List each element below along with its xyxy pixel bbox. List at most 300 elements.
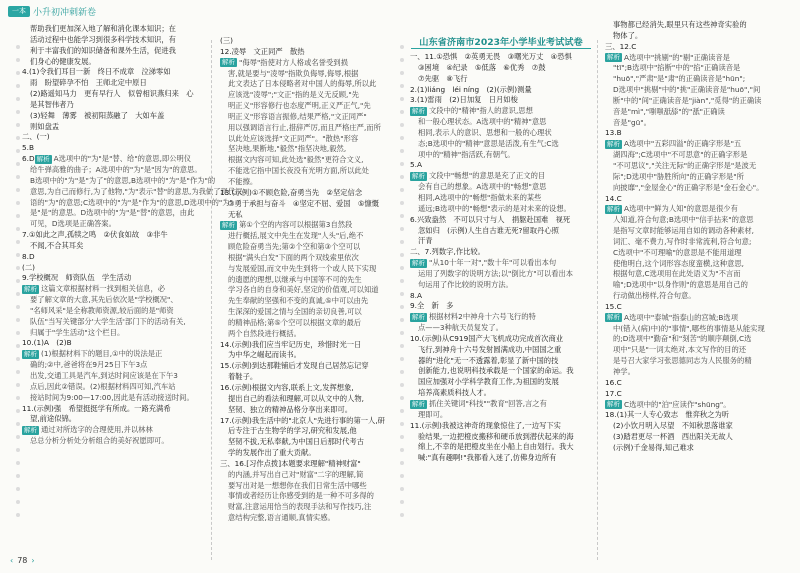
line-text: 接站时间为9:00—17:00,因此是有活动接送时间。 (30, 392, 194, 402)
line-text: 要了解文章的大意,其先后依次是"学校概况"、 (30, 295, 178, 305)
text-line (22, 241, 207, 252)
text-line (605, 280, 793, 291)
text-line (410, 345, 592, 356)
text-line (220, 502, 400, 513)
text-line (220, 144, 400, 155)
analysis-tag: 解析 (24, 284, 37, 293)
text-line (605, 334, 793, 345)
text-line (605, 42, 793, 53)
column-divider (211, 40, 212, 560)
line-text: 二、(一) (22, 132, 50, 142)
text-line (605, 302, 793, 313)
line-text: 出发,交通工具是汽车,到达时间应该是在下午3 (30, 371, 178, 380)
line-text: 提出自己的看法和理解,可以从文中的人物, (228, 393, 364, 403)
text-line (220, 318, 400, 329)
text-line (22, 46, 207, 57)
text-line (220, 101, 400, 112)
text-line (605, 443, 793, 454)
line-text: 句运用了作比较的说明方法。 (418, 279, 513, 289)
line-text: 明正义"形容语言振修,结果严格,"文正同严" (228, 111, 367, 121)
analysis-text: 第①个空的内容可以根据第3自然段 (239, 220, 353, 230)
text-line (220, 405, 400, 416)
text-line (410, 247, 592, 258)
line-text: C选项中"不可理喻"的意思是不能用道理 (613, 247, 742, 257)
line-text: "huō","严肃"是"肃"的正确读音是"hūn"; (613, 74, 746, 84)
text-line (22, 122, 207, 133)
text-line (605, 20, 793, 31)
line-text: ③困境 ④纪录 ⑤低落 ⑥优秀 ⑦鼓 (418, 62, 546, 72)
line-text: 忽如归 (示例)人生自古谁无死?留取丹心照 (418, 225, 559, 235)
line-text: 给牛弹高雅的曲子；A选项中的"为"是"因为"的意思。 (30, 164, 202, 174)
line-text: 的;D选项中"勤奋"和"刻苦"的顺序颠倒,C选 (613, 334, 752, 344)
text-line (22, 404, 207, 415)
analysis-text: "从10十年一对","数十年"可以看出本句 (429, 258, 557, 268)
text-line (605, 421, 793, 432)
line-text: 中(错入(病)中)的"事情",哪些的事情是从能实现 (613, 323, 765, 333)
text-line (22, 175, 216, 187)
text-line (22, 371, 207, 382)
line-text: 2.(1)liáng léi níng (2)(示例)测量 (410, 84, 532, 94)
line-text: 三、12.C (605, 41, 637, 51)
line-text: 意思,为自己而修行,为了他物,"为"表示"替"的意思,为我做了现代汉 (30, 186, 243, 196)
text-line (220, 253, 400, 264)
analysis-tag: 解析 (412, 258, 425, 267)
text-line (22, 414, 207, 425)
line-text: 断"中的"间"正确读音是"jiàn","觅得"的正确读 (613, 95, 762, 105)
line-text: 和一般心理状态。A选项中的"精神"意思 (418, 117, 547, 127)
line-text: 的内涵,并写出自己对"财富"二字的理解,简 (228, 469, 364, 479)
line-text: 两个自然段进行概括。 (228, 328, 301, 338)
text-line (220, 491, 400, 502)
text-line (220, 155, 400, 166)
line-text: 9.全 新 多 (410, 301, 454, 311)
text-line (220, 470, 400, 481)
text-line (220, 513, 400, 524)
line-text: 总总分析分析处分析组合的美好祝愿即可。 (30, 436, 169, 446)
analysis-tag: 解析 (412, 171, 425, 180)
text-line (605, 237, 793, 248)
line-text: 害,就是要与"凌辱"指欺负侮辱,侮辱,根据 (228, 68, 359, 78)
line-text: 相同,A选项中的"畅想"指做未来的某些 (418, 192, 542, 202)
line-text: 意结构完整,语言通顺,真情实感。 (228, 513, 335, 523)
line-text: 际";D选项中"胁胜所向"的正确字形是"所 (613, 171, 744, 181)
text-line (410, 334, 592, 345)
text-line (220, 275, 400, 286)
text-line (220, 329, 400, 340)
line-text: 根据"满头白发"下面的两个双线索里依次 (228, 252, 359, 262)
line-text: 先生奉献的坚强和不变的真诚,⑤中可以由先 (228, 296, 369, 306)
text-line (410, 215, 592, 226)
text-line (605, 53, 793, 64)
line-text: 使他明白,这个词形容态度蛮横,这种意思, (613, 258, 745, 268)
text-line (220, 188, 400, 199)
text-line (605, 389, 793, 400)
text-line (22, 393, 207, 404)
line-text: 会有自己的想象。A选项中的"畅想"意思 (418, 182, 547, 192)
line-text: 以此处应该选择"文正同严"。"散热"形容 (228, 133, 359, 143)
line-text: 5.A (410, 160, 422, 170)
text-line (220, 69, 400, 80)
text-line (22, 78, 207, 89)
text-line (410, 117, 592, 128)
text-line (22, 263, 207, 274)
line-text: 事物都已经消失,眼里只有这些神奇实验的 (613, 20, 747, 29)
line-text: 学的发展作出了重大贡献。 (228, 448, 316, 458)
line-text: 培养高素质科技人才。 (418, 388, 491, 398)
line-text: 无私 (228, 209, 243, 219)
text-line (410, 291, 592, 302)
text-line (220, 134, 400, 145)
answer-column-3 (410, 52, 592, 464)
text-line (22, 143, 207, 154)
line-text: 进行概括,展文中先生在发现"人头"后,绝不 (228, 231, 364, 241)
line-text: 音是"gū"。 (613, 117, 651, 127)
text-line (605, 74, 793, 85)
text-line (22, 273, 207, 284)
line-text: 雨 盼望碎孕不怕 王师北定中原日 (30, 78, 147, 88)
text-line (220, 112, 400, 123)
line-text: 三、16.[习作点拨]本题要求理解"精神财富" (220, 458, 361, 468)
text-line (605, 85, 793, 96)
line-text: 行动做出榜样,符合句意。 (613, 291, 696, 301)
analysis-tag: 解析 (412, 312, 425, 321)
line-text: (三) (220, 36, 233, 45)
text-line (22, 295, 207, 306)
line-text: 应该选"凌辱";"文正"指的是义无反顾,"先 (228, 90, 360, 100)
analysis-text: A选项中"泰城"指泰山的宫城;B选项 (624, 312, 739, 322)
line-text: 后专注于古生物学的学习,研究和发展,他 (228, 426, 357, 436)
text-line (605, 194, 793, 205)
line-text: "tī";B选项中"掐断"中的"掐"正确读音是 (613, 63, 741, 73)
text-line (22, 186, 243, 198)
analysis-text: "侮辱"指使对方人格或名誉受到损 (239, 57, 348, 67)
line-text: 17.(示例)我生活中的"北京人"先进行事的第一人,研 (220, 415, 385, 425)
answer-column-4 (605, 20, 793, 454)
text-line (22, 24, 207, 35)
text-line (410, 258, 592, 269)
analysis-text: A选项中"挑剔"的"剔"正确读音是 (624, 52, 730, 62)
text-line (410, 432, 592, 443)
text-line (22, 425, 207, 436)
line-text: 归属于"学生活动"这个栏目。 (30, 327, 125, 337)
line-text: "不可思议","关注无际"的正确字形是"是波无 (613, 160, 757, 170)
text-line (605, 128, 793, 139)
analysis-text: C选项中的"泊"应读作"shūng"。 (624, 399, 731, 409)
line-text: 利于丰富我们的知识储备和课外生活，促进我 (30, 45, 176, 55)
line-text: 不能擦。 (228, 176, 258, 186)
line-text: 态;B选项中的"精神"意思是活泼,有生气;C选 (418, 138, 559, 148)
text-line (22, 382, 207, 393)
line-text: 11.(示例)强 希望挺挺学有所成。一路充满希 (22, 403, 171, 413)
text-line (22, 154, 207, 165)
text-line (410, 301, 592, 312)
line-text: 6.兴致盎然 不可以只寸与人 捐躯赴国难 视死 (410, 214, 571, 224)
line-text: 的精神品格;第⑤个空可以根据文章的最后 (228, 317, 362, 327)
text-line (22, 57, 207, 68)
line-text: 根据句意,C选项用在此处语义为"不言而 (613, 269, 741, 279)
line-text: 5.B (22, 143, 34, 153)
text-line (410, 171, 592, 182)
text-line (220, 242, 400, 253)
text-line (605, 96, 793, 107)
text-line (410, 128, 592, 139)
text-line (220, 166, 400, 177)
line-text: 事情或者经历让你感受到的是一种不可多得的 (228, 491, 374, 501)
line-text: 帮助我们更加深入地了解和消化课本知识；在 (30, 24, 176, 33)
line-text: 音是"mì","嗤嗤舐舔"的"舐"正确读 (613, 106, 725, 116)
line-text: (二) (22, 262, 35, 272)
text-line (220, 437, 400, 448)
text-line (605, 226, 793, 237)
text-line (220, 372, 400, 383)
next-page-icon[interactable]: › (31, 556, 35, 565)
text-line (605, 63, 793, 74)
page-header (0, 0, 800, 22)
line-text: 是"是"的意思。D选项中的"为"是"替"的意思，由此 (30, 208, 195, 218)
analysis-tag: 解析 (607, 53, 620, 62)
text-line (22, 306, 207, 317)
text-line (605, 378, 793, 389)
line-text: 6.D (22, 154, 35, 164)
text-line (220, 426, 400, 437)
page-number: 78 (17, 556, 28, 565)
text-line (410, 63, 592, 74)
text-line (220, 47, 400, 58)
text-line (410, 269, 592, 280)
line-text: 的遗愿的理想,以继承与中国等不可的先生 (228, 274, 362, 284)
line-text: 们身心的健康发展。 (30, 56, 96, 66)
line-text: 不闻,不合其耳矣 (30, 240, 84, 250)
text-line (410, 453, 592, 464)
text-line (410, 193, 592, 204)
line-text: 11.(示例)我被这神奇的现象惊住了,一边写下实 (410, 420, 561, 430)
line-text: 着鞋子。 (228, 372, 258, 382)
line-text: 与发展爱国,而文中先生到将一个或人民下实现 (228, 263, 377, 273)
analysis-tag: 解析 (36, 154, 50, 163)
text-line (220, 340, 400, 351)
analysis-tag: 解析 (24, 349, 37, 358)
line-text: 可见，D选项是正确答案。 (30, 219, 116, 229)
text-line (22, 132, 207, 143)
line-text: 明正义"形容修行也态度严明,正义严正气,"先 (228, 101, 371, 111)
text-line (410, 52, 592, 63)
text-line (410, 160, 592, 171)
text-line (605, 367, 793, 378)
text-line (220, 264, 400, 275)
prev-page-icon[interactable]: ‹ (10, 556, 14, 565)
text-line (605, 139, 793, 150)
text-line (22, 219, 207, 230)
text-line (605, 410, 793, 421)
line-text: 7.①如此之声,孤犊之鸣 ②伏食如故 ③非牛 (22, 230, 168, 240)
line-text: ⑦先驱 ⑧飞行 (418, 73, 468, 83)
text-line (605, 345, 793, 356)
text-line (22, 284, 207, 295)
line-text: 创新能力,也说明科技承载是一个国家的命运。我 (418, 366, 574, 376)
line-text: 坚韧、独立的精神品格分享出来即可。 (228, 404, 353, 414)
series-badge: 一本 (8, 6, 30, 17)
line-text: ③勇于承担与奋斗 ④坚定不屈、爱国 ⑤慷慨 (228, 198, 379, 208)
text-line (605, 269, 793, 280)
line-text: 湖四海";C选项中"不可思意"的正确字形是 (613, 150, 748, 160)
line-text: 9.学校概况 师资队伍 学生活动 (22, 273, 132, 283)
line-text: "名师风采"是全称教师资源,较后面的是"师资 (30, 305, 174, 315)
text-line (410, 421, 592, 432)
line-text: 验结果,一边把橙皮搬移和硬币放到潜伏起来的海 (418, 431, 574, 441)
analysis-text: A选项中"五彩四溢"的正确字形是"五 (624, 139, 742, 149)
text-line (22, 317, 207, 328)
line-text: 不能选它指中国长夜没有光明方面,所以此处 (228, 166, 369, 176)
analysis-text: 这篇文章根据材料一找到相关信息，必 (41, 284, 166, 294)
line-text: 点——3种航天员复发了。 (418, 323, 503, 333)
line-text: 望,前途似锦。 (30, 414, 77, 424)
line-text: 运用了列数字的说明方法;以"倒比方"可以看出本 (418, 268, 574, 278)
line-text: 10.(1)A (2)B (22, 338, 72, 348)
analysis-tag: 解析 (607, 313, 620, 322)
line-text: 队伍"当写关键部分'大学生活'部门下的活动有关, (30, 316, 186, 326)
analysis-tag: 解析 (412, 106, 425, 115)
text-line (410, 442, 592, 453)
text-line (22, 67, 207, 78)
text-line (410, 356, 592, 367)
line-text: 坚韧不拔,无私奉献,为中国日后那时代考古 (228, 437, 364, 447)
line-text: 神学。 (613, 367, 635, 376)
text-line (605, 183, 793, 194)
line-text: 词汇、毫不费力,写作时非常流利,符合句意; (613, 236, 752, 246)
text-line (605, 432, 793, 443)
text-line (220, 36, 400, 47)
line-text: 活动过程中也能学习到很多科学技术知识，有 (30, 34, 176, 44)
analysis-tag: 解析 (24, 425, 37, 434)
line-text: 15.(示例)到达那鞋铺后才发现自己居然忘记穿 (220, 361, 369, 371)
line-text: 顾危险奋勇当先;第②个空和第③个空可以 (228, 242, 361, 252)
line-text: (2)路遥知马力 更有早行人 似曾相识燕归来 心 (30, 89, 194, 99)
line-text: 语的"为"的意思;C选项中的"为"是"作为"的意思,D选项中的"为" (30, 197, 233, 207)
line-text: 17.C (605, 388, 622, 398)
text-line (410, 85, 592, 96)
analysis-text: 抓住关键词"科技""教育"回答,言之有 (429, 399, 547, 408)
line-text: 学习各自的自身和美好,坚定的价值观,可以知道 (228, 285, 379, 295)
line-text: 13.B (605, 128, 622, 138)
line-text: 理即可。 (418, 409, 448, 419)
analysis-tag: 解析 (607, 139, 620, 148)
text-line (22, 111, 207, 122)
line-text: B选项中的"为"是"为了"的意思,B选项中的"为"是"作为"的 (30, 175, 216, 185)
text-line (605, 215, 793, 226)
line-text: 14.(示例)我们应当牢记历史，珍惜时光一日 (220, 339, 362, 349)
text-line (605, 400, 793, 411)
line-text: (示例)千金易得,知己难求 (613, 442, 694, 452)
analysis-text: (1)根据材料下的题目,①中的说法是正 (41, 349, 163, 359)
line-text: 10.(示例)从C919国产大飞机成功完成首次商业 (410, 333, 564, 343)
text-line (605, 204, 793, 215)
line-text: 15.C (605, 301, 622, 311)
text-line (22, 252, 207, 263)
line-text: 3.(1)雷雨 (2)日加复 日月如梭 (410, 95, 518, 105)
line-text: 财富,注意运用恰当的表现手法和写作技巧,注 (228, 502, 372, 512)
text-line (22, 35, 207, 46)
text-line (22, 230, 207, 241)
text-line (605, 150, 793, 161)
text-line (410, 204, 592, 215)
text-line (22, 338, 207, 349)
text-line (410, 106, 592, 117)
line-text: 喊:"真有趣啊!"我都看入迷了,仿佛身边所有 (418, 453, 557, 463)
text-line (220, 90, 400, 101)
line-text: 遥远;B选项中的"畅想"表示的是对未来的设想。 (418, 203, 571, 213)
text-line (410, 280, 592, 291)
text-line (220, 448, 400, 459)
line-text: 国应加强对小学科学教育工作,为祖国的发展 (418, 377, 559, 387)
text-line (220, 123, 400, 134)
text-line (220, 231, 400, 242)
text-line (410, 236, 592, 247)
line-text: 8.D (22, 251, 35, 261)
line-text: 18.(1)其一人专心致志 惟弈秋之为听 (605, 410, 730, 420)
analysis-tag: 解析 (607, 204, 620, 213)
text-line (220, 58, 400, 69)
line-text: 喻";D选项中"以身作则"的意思是用自己的 (613, 280, 748, 290)
analysis-text: 通过对所选字的合理使用,并以林林 (41, 425, 153, 435)
line-text: D选项中"挑剔"中的"挑"正确读音是"huō","间 (613, 85, 761, 95)
text-line (410, 410, 592, 421)
line-text: 为中华之崛起而读书。 (228, 350, 301, 360)
text-line (410, 323, 592, 334)
text-line (605, 172, 793, 183)
text-line (410, 139, 592, 150)
text-line (22, 208, 207, 219)
text-line (22, 328, 207, 339)
line-text: 则如盘盂 (30, 121, 60, 131)
text-line (605, 248, 793, 259)
line-text: 是号召大家学习张思德同志为人民服务的精 (613, 356, 752, 366)
margin-dots-left (16, 45, 20, 526)
margin-dots-center (400, 45, 404, 526)
line-text: 确的;②中,爸爸将在9月25日下午3点 (30, 360, 148, 370)
line-text: 4.(1)令我们耳目一新 终日不成章 泣涕零如 (22, 67, 171, 77)
line-text: 要写出对是一想想你在我们日常生活中哪些 (228, 480, 367, 490)
analysis-text: 根据材料2中神舟十六号飞行的特 (429, 312, 536, 322)
text-line (220, 177, 400, 188)
page-footer (10, 556, 35, 565)
line-text: 此文表达了日本侵略者对中国人的侮辱,所以此 (228, 79, 377, 89)
exam-title: 山东省济南市2023年小学毕业考试试卷 (419, 37, 583, 48)
text-line (220, 210, 400, 221)
analysis-text: 文段中的"精神"指人的意识,思想 (429, 106, 533, 116)
text-line (410, 399, 592, 410)
line-text: 是指写文章时能够运用自如的调动各种素材, (613, 226, 754, 236)
line-text: 人知道,符合句意;B选项中"信手拈来"的意思 (613, 215, 754, 225)
line-text: 绵上,不幸的是把橙皮坐在小船上自由划行。我大 (418, 442, 574, 452)
line-text: 点后,因此②错误。(2)根据材料四可知,汽车站 (30, 381, 176, 391)
line-text: 根据文内容可知,此处选"毅然"更符合文义, (228, 155, 364, 165)
text-line (605, 118, 793, 129)
text-line (410, 95, 592, 106)
line-text: 项中的"精神"指活跃,有朝气。 (418, 149, 515, 159)
text-line (410, 74, 592, 85)
text-line (22, 349, 207, 360)
analysis-tag: 解析 (222, 220, 235, 229)
text-line (220, 416, 400, 427)
line-text: 8.A (410, 290, 422, 300)
line-text: 14.C (605, 193, 622, 203)
line-text: 项中"只是"一词太绝对,本文写作的目的还 (613, 345, 747, 355)
column-divider (597, 40, 598, 560)
line-text: 12.凌辱 文正同严 散热 (220, 46, 305, 56)
text-line (605, 161, 793, 172)
text-line (605, 291, 793, 302)
line-text: (2)小饮月明入尽望 不知秋思落谁家 (613, 421, 733, 431)
